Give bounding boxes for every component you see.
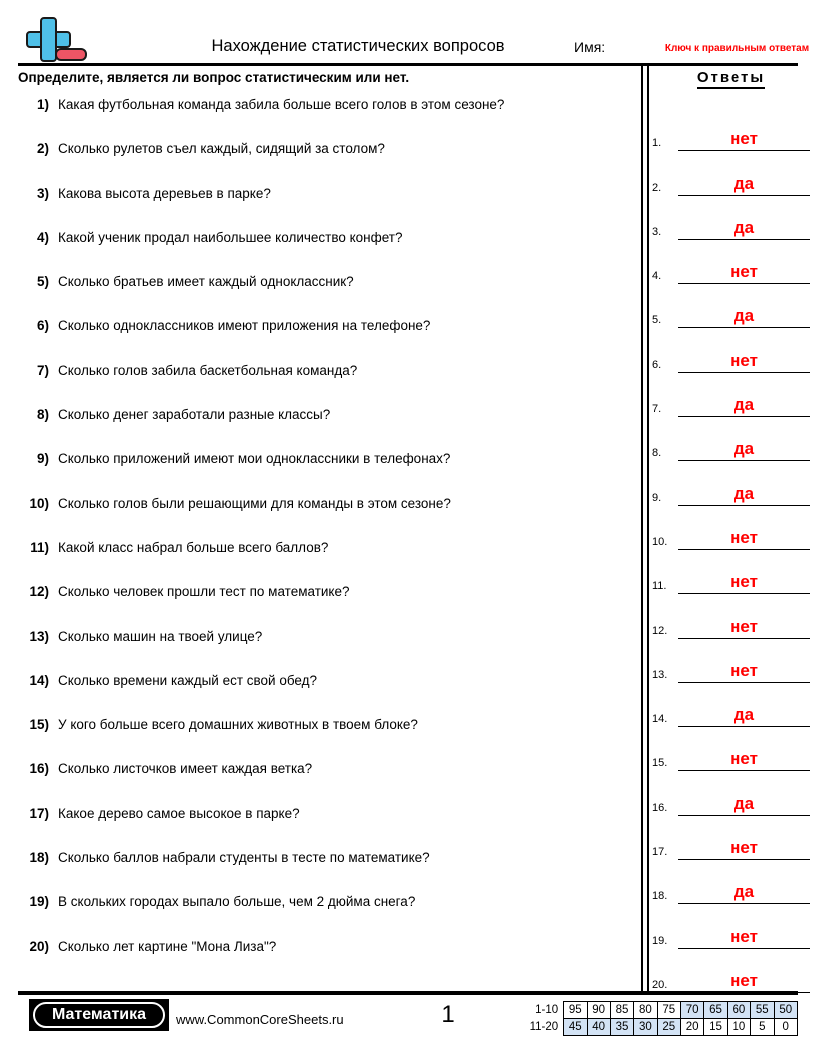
score-table-cell: 45 <box>564 1019 587 1036</box>
instruction-text: Определите, является ли вопрос статистическим или нет. <box>18 70 410 85</box>
question-text: Сколько баллов набрали студенты в тесте по математике? <box>58 850 430 866</box>
question-text: Сколько денег заработали разные классы? <box>58 407 331 423</box>
answer-blank-line[interactable] <box>678 480 810 506</box>
score-table-cell: 55 <box>751 1002 774 1019</box>
answer-value: да <box>733 793 755 813</box>
score-table-cell: 5 <box>751 1019 774 1036</box>
score-table-cell: 0 <box>774 1019 798 1036</box>
answer-number: 18. <box>652 890 668 903</box>
answer-row <box>652 506 810 550</box>
page-title: Нахождение статистических вопросов <box>211 37 505 55</box>
answer-blank-line[interactable] <box>678 923 810 949</box>
answer-value: нет <box>730 926 758 946</box>
answer-row <box>652 727 810 771</box>
score-table-row-label: 11-20 <box>529 1020 559 1033</box>
page-footer <box>18 999 798 1045</box>
answer-blank-line[interactable] <box>678 347 810 373</box>
question-number: 6) <box>36 318 49 334</box>
question-row <box>18 495 630 539</box>
answer-blank-line[interactable] <box>678 701 810 727</box>
answer-number: 8. <box>652 447 662 460</box>
student-name-label: Имя: <box>574 39 606 55</box>
question-row <box>18 539 630 583</box>
answer-row <box>652 594 810 638</box>
brand-logo-pill <box>33 1002 165 1028</box>
answer-value: да <box>733 217 755 237</box>
question-row <box>18 362 630 406</box>
answer-number: 5. <box>652 314 662 327</box>
score-conversion-table <box>522 1001 798 1036</box>
answer-row <box>652 904 810 948</box>
answer-blank-line[interactable] <box>678 657 810 683</box>
answer-row <box>652 639 810 683</box>
question-number: 20) <box>29 938 49 954</box>
answer-value: да <box>733 483 755 503</box>
page-number: 1 <box>441 1001 455 1028</box>
answer-value: нет <box>730 749 758 769</box>
score-table-cell: 85 <box>610 1002 633 1019</box>
score-table-cell: 25 <box>657 1019 680 1036</box>
logo-minus-bar <box>55 48 87 61</box>
math-plus-minus-logo-icon <box>18 16 90 64</box>
answer-list <box>652 107 810 993</box>
score-table-cell: 10 <box>727 1019 750 1036</box>
answer-key-panel <box>652 66 810 993</box>
answer-number: 12. <box>652 624 668 637</box>
question-text: Сколько машин на твоей улице? <box>58 628 263 644</box>
question-number: 9) <box>36 451 49 467</box>
question-text: Какое дерево самое высокое в парке? <box>58 805 300 821</box>
brand-logo <box>29 999 169 1031</box>
column-divider-line-left <box>641 66 643 991</box>
question-text: В скольких городах выпало больше, чем 2 дюйма снега? <box>58 894 416 910</box>
question-row <box>18 406 630 450</box>
question-row <box>18 229 630 273</box>
question-number: 18) <box>29 850 49 866</box>
answer-number: 6. <box>652 358 662 371</box>
answer-number: 11. <box>652 580 667 593</box>
answer-blank-line[interactable] <box>678 214 810 240</box>
question-number: 10) <box>29 495 49 511</box>
question-text: Сколько братьев имеет каждый одноклассник? <box>58 274 354 290</box>
answer-number: 1. <box>652 137 662 150</box>
answer-value: нет <box>730 262 758 282</box>
answer-value: нет <box>730 129 758 149</box>
answer-blank-line[interactable] <box>678 435 810 461</box>
score-table-cell: 75 <box>657 1002 680 1019</box>
score-table-cell: 15 <box>704 1019 727 1036</box>
question-number: 12) <box>29 584 49 600</box>
question-number: 11) <box>30 539 49 555</box>
question-row <box>18 805 630 849</box>
footer-divider-rule <box>18 991 798 995</box>
answer-number: 19. <box>652 934 668 947</box>
answer-blank-line[interactable] <box>678 967 810 993</box>
answer-value: нет <box>730 572 758 592</box>
brand-logo-text: Математика <box>51 1006 147 1023</box>
question-number: 2) <box>36 141 49 157</box>
score-table-cell: 60 <box>727 1002 750 1019</box>
question-row <box>18 450 630 494</box>
answer-blank-line[interactable] <box>678 745 810 771</box>
logo-plus-center-fill <box>42 33 55 46</box>
answer-row <box>652 461 810 505</box>
question-text: Сколько рулетов съел каждый, сидящий за столом? <box>58 141 385 157</box>
answer-value: да <box>733 395 755 415</box>
answer-blank-line[interactable] <box>678 790 810 816</box>
question-number: 5) <box>36 274 49 290</box>
score-table-row <box>522 1019 798 1036</box>
answer-blank-line[interactable] <box>678 834 810 860</box>
answer-row <box>652 550 810 594</box>
question-list <box>18 96 630 982</box>
answer-number: 10. <box>652 535 668 548</box>
question-number: 15) <box>29 717 49 733</box>
answer-number: 4. <box>652 270 662 283</box>
question-text: Какая футбольная команда забила больше всего голов в этом сезоне? <box>58 97 505 112</box>
answer-blank-line[interactable] <box>678 524 810 550</box>
question-text: Сколько человек прошли тест по математике? <box>58 584 350 600</box>
answer-blank-line[interactable] <box>678 391 810 417</box>
question-text: Какой класс набрал больше всего баллов? <box>58 539 329 555</box>
question-number: 3) <box>36 185 49 201</box>
question-number: 19) <box>29 894 49 910</box>
question-row <box>18 849 630 893</box>
score-table-cell: 95 <box>564 1002 587 1019</box>
question-number: 16) <box>29 761 49 777</box>
site-url: www.CommonCoreSheets.ru <box>176 1012 344 1027</box>
score-table-cell: 40 <box>587 1019 610 1036</box>
question-number: 8) <box>36 407 49 423</box>
answer-value: да <box>733 705 755 725</box>
question-row <box>18 716 630 760</box>
answer-number: 20. <box>652 978 668 991</box>
score-table-row-label: 1-10 <box>535 1003 559 1016</box>
question-number: 1) <box>36 97 49 112</box>
answer-number: 7. <box>652 403 662 416</box>
answer-value: нет <box>730 350 758 370</box>
score-table-cell: 35 <box>610 1019 633 1036</box>
question-text: У кого больше всего домашних животных в твоем блоке? <box>58 717 418 733</box>
question-text: Сколько листочков имеет каждая ветка? <box>58 761 313 777</box>
question-row <box>18 185 630 229</box>
question-text: Какой ученик продал наибольшее количество конфет? <box>58 229 403 245</box>
question-text: Какова высота деревьев в парке? <box>58 185 271 201</box>
question-number: 13) <box>29 628 49 644</box>
score-table-cell: 80 <box>634 1002 657 1019</box>
answer-blank-line[interactable] <box>678 878 810 904</box>
question-row <box>18 893 630 937</box>
answer-number: 2. <box>652 181 662 194</box>
score-table-cell: 65 <box>704 1002 727 1019</box>
answer-row <box>652 417 810 461</box>
score-table-cell: 30 <box>634 1019 657 1036</box>
answer-number: 16. <box>652 801 668 814</box>
answer-number: 14. <box>652 713 668 726</box>
question-row <box>18 140 630 184</box>
answer-key-badge: Ключ к правильным ответам <box>664 43 810 54</box>
answer-number: 9. <box>652 491 662 504</box>
question-row <box>18 583 630 627</box>
column-divider-line-right <box>647 66 649 991</box>
answers-heading <box>652 68 810 89</box>
answer-blank-line[interactable] <box>678 613 810 639</box>
question-number: 4) <box>36 229 49 245</box>
question-text: Сколько времени каждый ест свой обед? <box>58 672 318 688</box>
question-text: Сколько одноклассников имеют приложения на телефоне? <box>58 318 431 334</box>
question-text: Сколько приложений имеют мои одноклассники в телефонах? <box>58 451 451 467</box>
question-row <box>18 273 630 317</box>
answer-row <box>652 107 810 151</box>
score-table-cell: 20 <box>681 1019 704 1036</box>
question-number: 7) <box>36 362 49 378</box>
answer-row <box>652 816 810 860</box>
answer-blank-line[interactable] <box>678 258 810 284</box>
score-table-row <box>522 1002 798 1019</box>
score-table-cell: 50 <box>774 1002 798 1019</box>
score-table-cell: 70 <box>681 1002 704 1019</box>
answer-row <box>652 373 810 417</box>
answer-row <box>652 860 810 904</box>
answer-number: 17. <box>652 846 668 859</box>
answer-value: нет <box>730 970 758 990</box>
answer-row <box>652 328 810 372</box>
question-text: Сколько голов были решающими для команды в этом сезоне? <box>58 495 451 511</box>
answer-row <box>652 949 810 993</box>
answer-blank-line[interactable] <box>678 125 810 151</box>
column-divider <box>641 66 650 991</box>
answer-blank-line[interactable] <box>678 170 810 196</box>
answer-value: нет <box>730 616 758 636</box>
answer-row <box>652 196 810 240</box>
answer-row <box>652 771 810 815</box>
answer-number: 13. <box>652 668 668 681</box>
answers-heading-text: Ответы <box>697 69 765 89</box>
answer-blank-line[interactable] <box>678 302 810 328</box>
answer-number: 15. <box>652 757 668 770</box>
question-row <box>18 672 630 716</box>
answer-row <box>652 683 810 727</box>
answer-row <box>652 151 810 195</box>
answer-value: да <box>733 882 755 902</box>
answer-value: да <box>733 173 755 193</box>
question-number: 14) <box>29 672 49 688</box>
answer-value: да <box>733 306 755 326</box>
answer-number: 3. <box>652 225 662 238</box>
question-number: 17) <box>29 805 49 821</box>
page-header <box>18 14 810 64</box>
question-row <box>18 760 630 804</box>
answer-value: да <box>733 439 755 459</box>
score-table-cell: 90 <box>587 1002 610 1019</box>
answer-blank-line[interactable] <box>678 568 810 594</box>
question-row <box>18 628 630 672</box>
question-row <box>18 96 630 140</box>
answer-value: нет <box>730 527 758 547</box>
question-text: Сколько лет картине "Мона Лиза"? <box>58 938 277 954</box>
answer-row <box>652 284 810 328</box>
answer-row <box>652 240 810 284</box>
question-text: Сколько голов забила баскетбольная команда? <box>58 362 358 378</box>
answer-value: нет <box>730 838 758 858</box>
answer-value: нет <box>730 660 758 680</box>
question-row <box>18 317 630 361</box>
question-row <box>18 938 630 982</box>
